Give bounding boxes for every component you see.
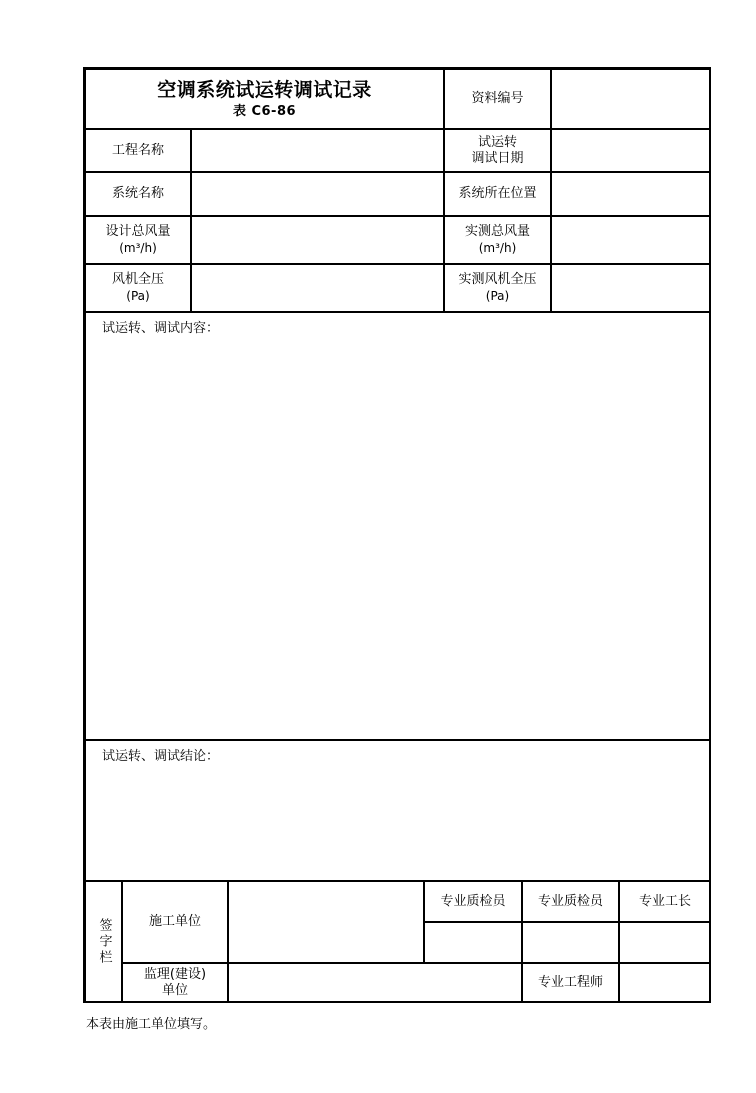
engineer-signature[interactable] xyxy=(619,963,711,1003)
signature-section-label: 签字栏 xyxy=(85,881,122,1003)
test-content-label: 试运转、调试内容： xyxy=(102,321,220,336)
doc-no-field[interactable] xyxy=(551,69,711,129)
test-content-area[interactable] xyxy=(85,312,711,740)
foreman-signature[interactable] xyxy=(619,922,711,963)
engineer-label: 专业工程师 xyxy=(522,963,619,1003)
project-name-field[interactable] xyxy=(191,129,444,172)
measured-airflow-field[interactable] xyxy=(551,216,711,264)
fan-pressure-field[interactable] xyxy=(191,264,444,312)
test-conclusion-label: 试运转、调试结论： xyxy=(102,749,220,764)
system-name-field[interactable] xyxy=(191,172,444,216)
qc-inspector-1-label: 专业质检员 xyxy=(424,881,522,922)
test-conclusion-area[interactable] xyxy=(85,740,711,881)
measured-fan-pressure-field[interactable] xyxy=(551,264,711,312)
qc-inspector-1-signature[interactable] xyxy=(424,922,522,963)
test-date-label: 试运转 调试日期 xyxy=(444,129,551,172)
fan-pressure-label: 风机全压 (Pa) xyxy=(85,264,191,312)
qc-inspector-2-label: 专业质检员 xyxy=(522,881,619,922)
form-title-cell xyxy=(85,69,444,129)
system-location-field[interactable] xyxy=(551,172,711,216)
footnote: 本表由施工单位填写。 xyxy=(86,1017,217,1032)
test-record-form xyxy=(83,67,711,1003)
construction-unit-label: 施工单位 xyxy=(122,881,228,963)
design-airflow-field[interactable] xyxy=(191,216,444,264)
supervision-unit-label: 监理(建设) 单位 xyxy=(122,963,228,1003)
foreman-label: 专业工长 xyxy=(619,881,711,922)
construction-unit-field[interactable] xyxy=(228,881,424,963)
measured-fan-pressure-label: 实测风机全压 (Pa) xyxy=(444,264,551,312)
qc-inspector-2-signature[interactable] xyxy=(522,922,619,963)
design-airflow-label: 设计总风量 (m³/h) xyxy=(85,216,191,264)
test-date-field[interactable] xyxy=(551,129,711,172)
form-code: 表 C6-86 xyxy=(232,104,297,119)
form-title: 空调系统试运转调试记录 xyxy=(157,79,372,101)
system-name-label: 系统名称 xyxy=(85,172,191,216)
system-location-label: 系统所在位置 xyxy=(444,172,551,216)
project-name-label: 工程名称 xyxy=(85,129,191,172)
supervision-unit-field[interactable] xyxy=(228,963,522,1003)
measured-airflow-label: 实测总风量 (m³/h) xyxy=(444,216,551,264)
doc-no-label: 资料编号 xyxy=(444,69,551,129)
